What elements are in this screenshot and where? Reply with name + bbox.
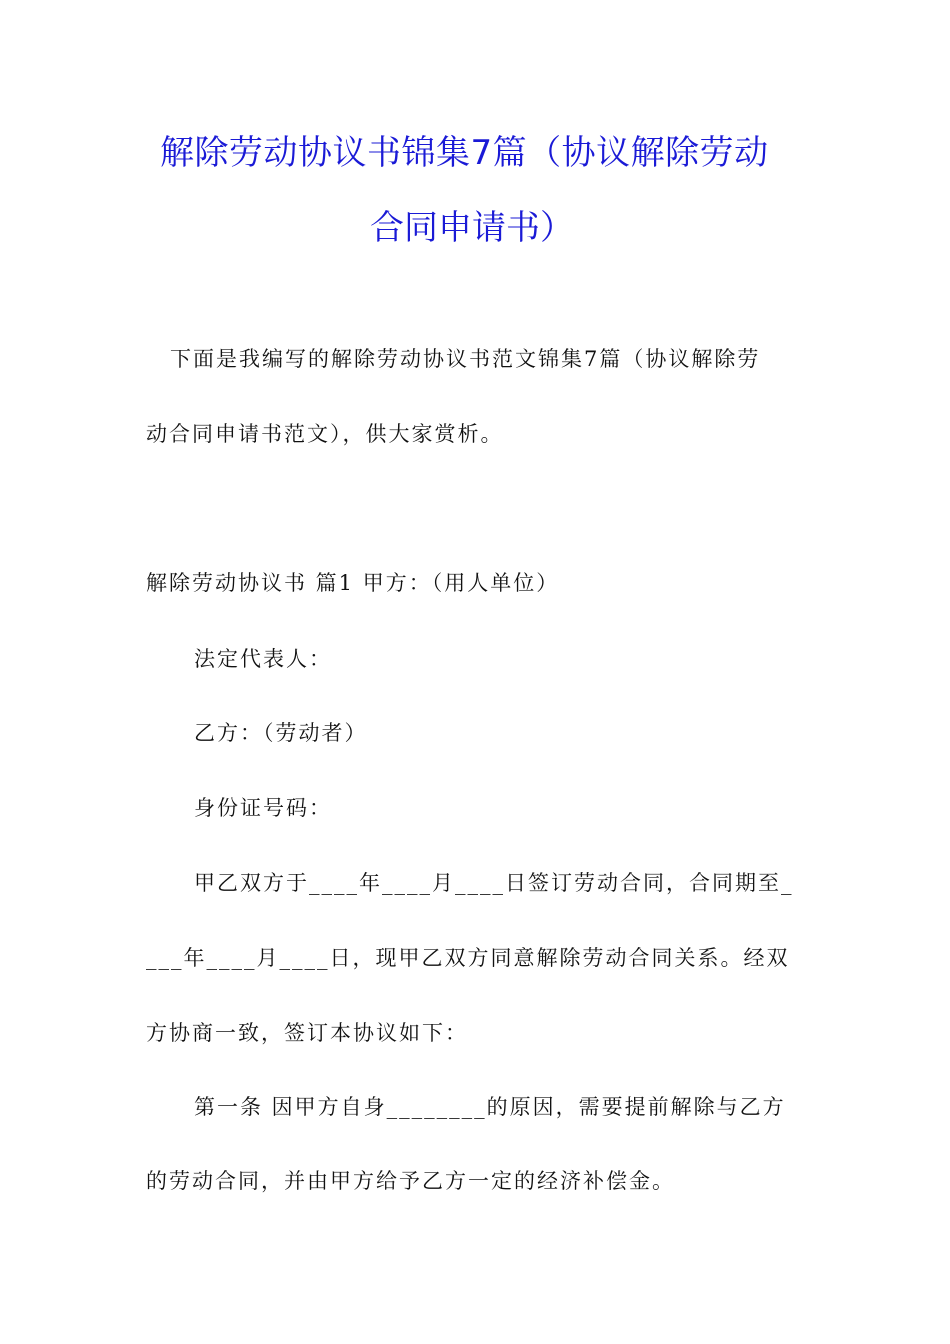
document-title-line-1: 解除劳动协议书锦集7篇（协议解除劳动 (160, 133, 769, 173)
id-number-label: 身份证号码： (194, 796, 332, 820)
article-1-line-1: 第一条 因甲方自身________的原因，需要提前解除与乙方 (194, 1095, 786, 1119)
article-1-line-2: 的劳动合同，并由甲方给予乙方一定的经济补偿金。 (146, 1169, 675, 1193)
section-heading: 解除劳动协议书 篇1 甲方：（用人单位） (146, 571, 560, 595)
legal-representative-label: 法定代表人： (194, 647, 332, 671)
intro-line-1: 下面是我编写的解除劳动协议书范文锦集7篇（协议解除劳 (170, 347, 761, 371)
intro-line-2: 动合同申请书范文），供大家赏析。 (146, 422, 504, 446)
party-b-label: 乙方：（劳动者） (194, 721, 368, 745)
paragraph-1-line-3: 方协商一致，签订本协议如下： (146, 1021, 468, 1045)
document-title-line-2: 合同申请书） (370, 208, 574, 248)
paragraph-1-line-1: 甲乙双方于____年____月____日签订劳动合同，合同期至_ (194, 871, 794, 895)
paragraph-1-line-2: ___年____月____日，现甲乙双方同意解除劳动合同关系。经双 (146, 946, 790, 970)
